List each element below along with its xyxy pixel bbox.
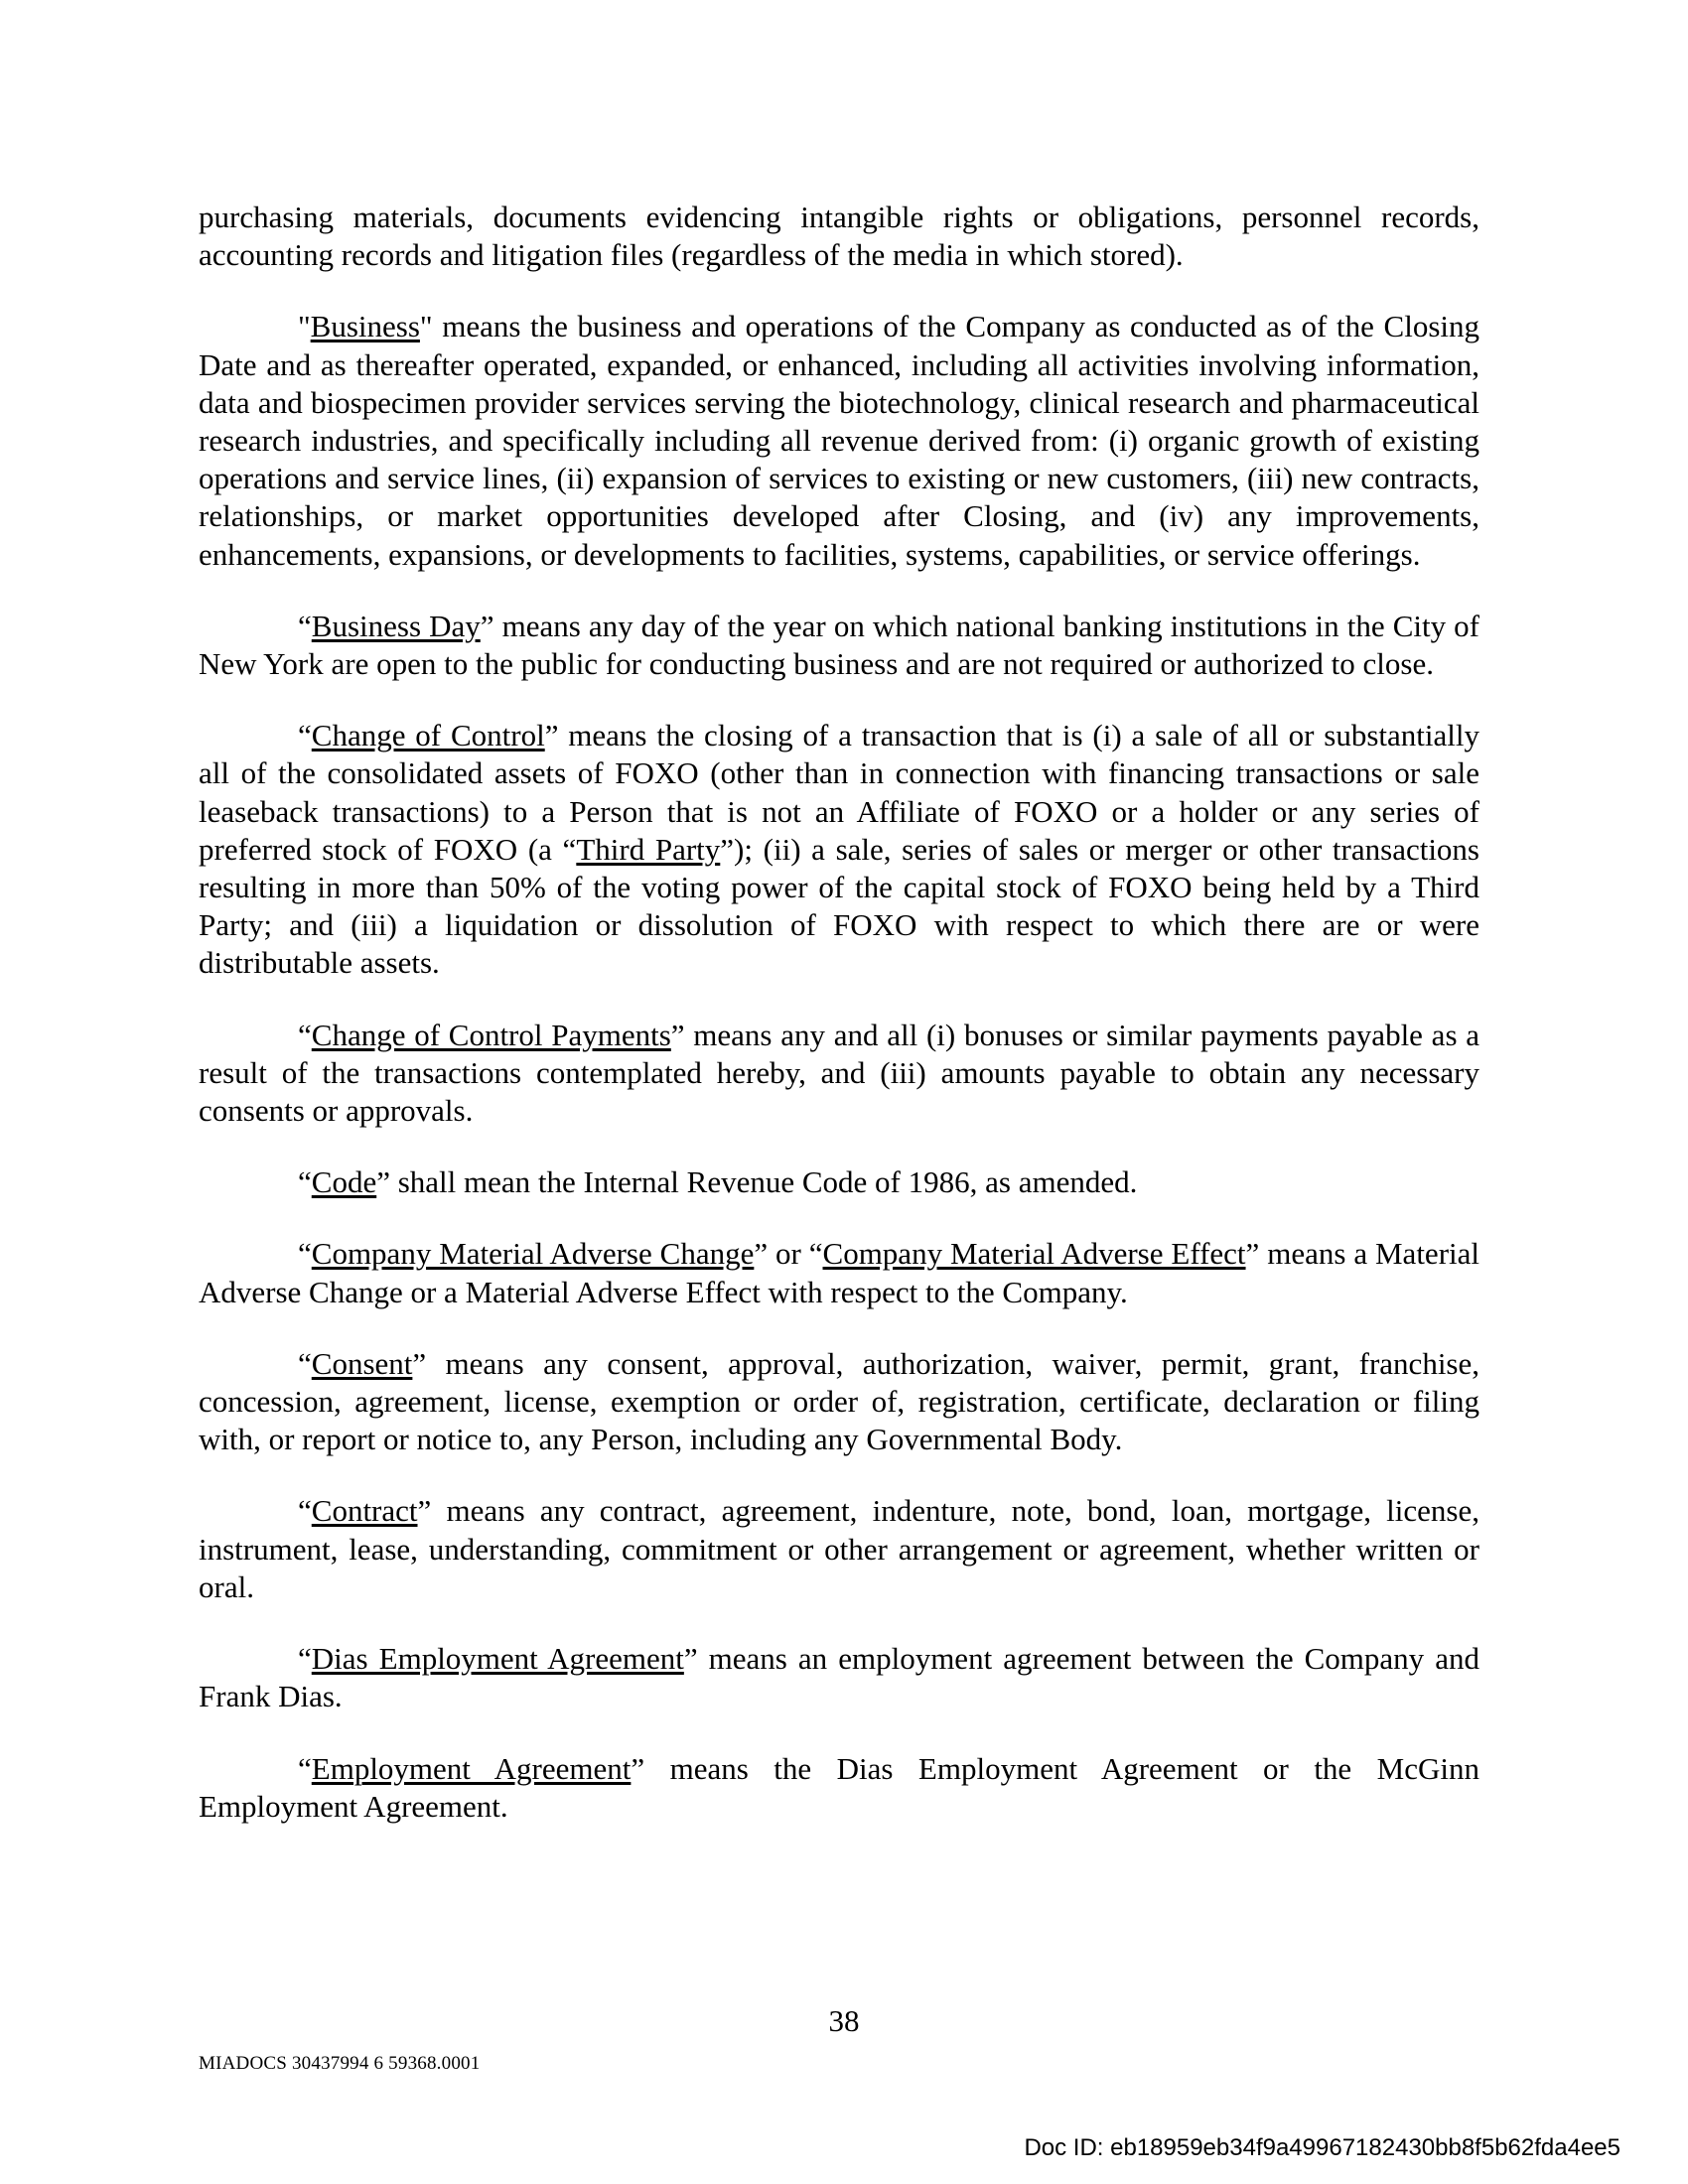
definition-text: ”); (ii) a sale, series of sales or merger or other transactions resulting in more than 50% of the voting power of the capital stock of FOXO being held by a Third Party; and (iii) a liquidation or dissolution of FOXO with respect to which there are or were distributable assets. (199, 831, 1479, 981)
defined-term: Business (310, 309, 420, 344)
definition-change-of-control (199, 717, 1479, 982)
definition-business (199, 308, 1479, 573)
definition-company-mac (199, 1235, 1479, 1310)
defined-term: Company Material Adverse Change (311, 1236, 755, 1272)
definition-change-of-control-payments (199, 1017, 1479, 1131)
defined-term: Change of Control Payments (311, 1017, 671, 1052)
defined-term: Contract (311, 1493, 418, 1529)
definition-text: " means the business and operations of the Company as conducted as of the Closing Date and as thereafter operated, expanded, or enhanced, including all activities involving information, data and biospecimen provider services serving the biotechnology, clinical research and pharmaceutical research industries, and specifically including all revenue derived from: (i) organic growth of existing operations and service lines, (ii) expansion of services to existing or new customers, (iii) new contracts, relationships, or market opportunities developed after Closing, and (iv) any improvements, enhancements, expansions, or developments to facilities, systems, capabilities, or service offerings. (199, 309, 1479, 572)
open-quote: “ (298, 718, 312, 753)
open-quote: “ (298, 1345, 312, 1381)
open-quote: “ (298, 1236, 312, 1272)
paragraph-text: purchasing materials, documents evidencing intangible rights or obligations, personnel records, accounting records and litigation files (regardless of the media in which stored). (199, 200, 1479, 273)
definition-consent (199, 1345, 1479, 1459)
definition-text: ” or “ (754, 1236, 823, 1272)
open-quote: “ (298, 1017, 312, 1052)
defined-term: Dias Employment Agreement (311, 1641, 684, 1677)
definition-contract (199, 1492, 1479, 1606)
definition-dias-employment-agreement (199, 1640, 1479, 1715)
defined-term: Business Day (311, 608, 481, 643)
defined-term: Code (311, 1164, 377, 1200)
defined-term: Employment Agreement (311, 1750, 632, 1786)
definition-code (199, 1163, 1479, 1201)
definition-text: ” means the closing of a transaction that is (i) a sale of all or substantially all of the consolidated assets of FOXO (other than in connection with financing transactions or sale leaseback transactions) to a Person that is not an Affiliate of FOXO or a holder or any series of preferred stock of FOXO (a “ (199, 718, 1479, 867)
definition-text: ” means any and all (i) bonuses or similar payments payable as a result of the transactions contemplated hereby, and (iii) amounts payable to obtain any necessary consents or approvals. (199, 1017, 1480, 1129)
definition-employment-agreement (199, 1750, 1479, 1826)
defined-term: Change of Control (311, 718, 545, 753)
open-quote: “ (298, 608, 312, 643)
open-quote: " (298, 309, 311, 344)
open-quote: “ (298, 1493, 312, 1529)
definition-text: ” means an employment agreement between the Company and Frank Dias. (199, 1641, 1479, 1714)
open-quote: “ (298, 1641, 312, 1677)
defined-term-mae: Company Material Adverse Effect (822, 1236, 1246, 1272)
page-number: 38 (828, 2003, 860, 2038)
definition-text: ” means a Material Adverse Change or a Material Adverse Effect with respect to the Company. (199, 1236, 1479, 1309)
document-id: Doc ID: eb18959eb34f9a49967182430bb8f5b62fda4ee5 (1024, 2134, 1620, 2161)
document-reference: MIADOCS 30437994 6 59368.0001 (199, 2053, 481, 2074)
definition-text: ” means any contract, agreement, indenture, note, bond, loan, mortgage, license, instrument, lease, understanding, commitment or other arrangement or agreement, whether written or oral. (199, 1493, 1479, 1604)
definition-text: ” means any consent, approval, authorization, waiver, permit, grant, franchise, concession, agreement, license, exemption or order of, registration, certificate, declaration or filing with, or report or notice to, any Person, including any Governmental Body. (199, 1345, 1479, 1457)
open-quote: “ (298, 1164, 312, 1200)
defined-term-third-party: Third Party (576, 831, 721, 867)
definition-text: ” shall mean the Internal Revenue Code of 1986, as amended. (376, 1164, 1138, 1200)
definition-business-day (199, 608, 1479, 683)
paragraph-continuation (199, 199, 1479, 274)
definition-text: ” means the Dias Employment Agreement or the McGinn Employment Agreement. (199, 1750, 1479, 1824)
defined-term: Consent (311, 1345, 413, 1381)
definition-text: ” means any day of the year on which national banking institutions in the City of New York are open to the public for conducting business and are not required or authorized to close. (199, 608, 1480, 682)
document-body (199, 199, 1479, 1859)
open-quote: “ (298, 1750, 312, 1786)
